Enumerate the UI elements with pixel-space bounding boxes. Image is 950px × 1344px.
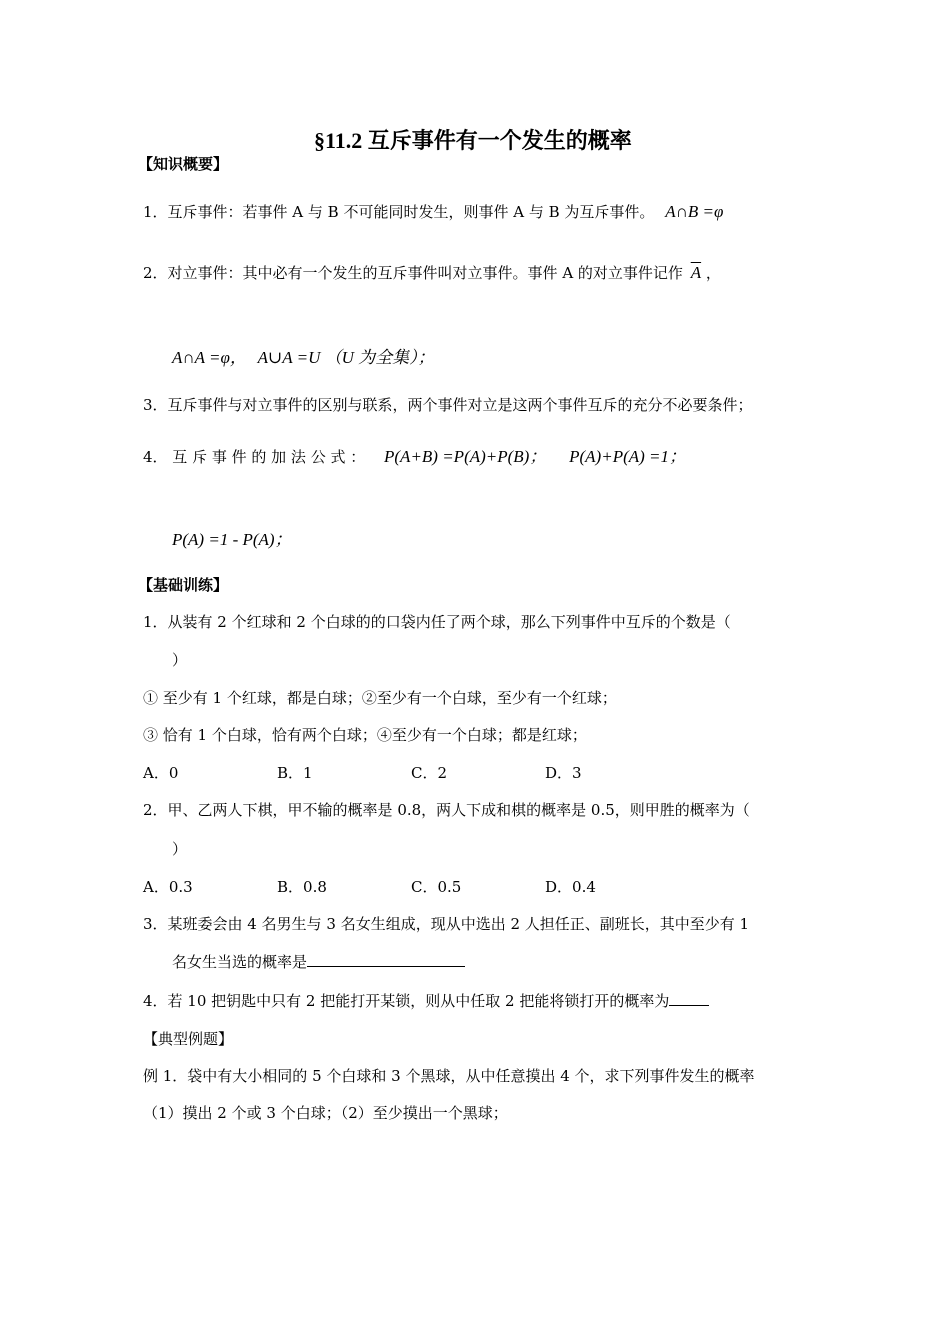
question-4 (143, 990, 709, 1011)
knowledge-item-4-formula-line (172, 525, 292, 550)
question-1-option-c: C．2 (411, 764, 448, 782)
example-1-parts: （1）摸出 2 个或 3 个白球；（2）至少摸出一个黑球； (143, 1104, 508, 1122)
question-3-continued (172, 951, 465, 972)
question-1-option-d: D．3 (545, 764, 582, 782)
knowledge-item-4-text: 4． 互 斥 事 件 的 加 法 公 式 ： (143, 448, 366, 466)
formula-complement-probability: P(A) =1 - P(A)； (172, 530, 292, 549)
question-2-close: ） (172, 840, 188, 858)
question-3: 3．某班委会由 4 名男生与 3 名女生组成，现从中选出 2 人担任正、副班长，其中至少有 1 (143, 915, 750, 933)
question-1-option-b: B．1 (277, 764, 313, 782)
question-2-option-c: C．0.5 (411, 878, 462, 896)
section-basic-heading: 【基础训练】 (138, 576, 229, 594)
knowledge-item-2-end: ， (705, 264, 721, 282)
question-1-statement-2: ③ 恰有 1 个白球，恰有两个白球；④至少有一个白球；都是红球； (143, 726, 587, 744)
formula-complement-intersection: A∩A =φ， (172, 348, 247, 367)
question-2-option-a: A．0.3 (143, 878, 193, 896)
question-2-option-d: D．0.4 (545, 878, 596, 896)
question-2: 2．甲、乙两人下棋，甲不输的概率是 0.8，两人下成和棋的概率是 0.5，则甲胜的概率为（ (143, 801, 750, 819)
question-3-continued-text: 名女生当选的概率是 (172, 953, 308, 971)
knowledge-item-2-text: 2．对立事件：其中必有一个发生的互斥事件叫对立事件。事件 A 的对立事件记作 (143, 264, 683, 282)
knowledge-item-2 (143, 262, 721, 283)
formula-addition-rule: P(A+B) =P(A)+P(B)； (384, 447, 547, 466)
formula-complement-sum: P(A)+P(A) =1； (569, 447, 686, 466)
page-title: §11.2 互斥事件有一个发生的概率 (314, 128, 632, 153)
knowledge-item-4 (143, 442, 686, 467)
question-1: 1．从装有 2 个红球和 2 个白球的的口袋内任了两个球，那么下列事件中互斥的个数是（ (143, 613, 731, 631)
question-3-answer-blank (307, 952, 465, 967)
knowledge-item-3: 3．互斥事件与对立事件的区别与联系，两个事件对立是这两个事件互斥的充分不必要条件； (143, 396, 753, 414)
question-1-option-a: A．0 (143, 764, 179, 782)
section-examples-heading: 【典型例题】 (143, 1030, 234, 1048)
question-2-option-b: B．0.8 (277, 878, 327, 896)
formula-complement-union: A∪A =U （U 为全集）； (257, 348, 435, 367)
formula-intersection-empty: A∩B =φ (665, 202, 724, 221)
knowledge-item-1-text: 1．互斥事件：若事件 A 与 B 不可能同时发生，则事件 A 与 B 为互斥事件。 (143, 203, 655, 221)
question-1-close: ） (172, 651, 188, 669)
question-4-answer-blank (669, 991, 709, 1006)
question-4-text: 4．若 10 把钥匙中只有 2 把能打开某锁，则从中任取 2 把能将锁打开的概率为 (143, 992, 670, 1010)
example-1: 例 1．袋中有大小相同的 5 个白球和 3 个黑球，从中任意摸出 4 个，求下列事件发生的概率 (143, 1067, 755, 1085)
knowledge-item-2-formulas (172, 343, 435, 368)
complement-symbol: $\overline{A}$ (690, 263, 702, 282)
question-1-statement-1: ① 至少有 1 个红球，都是白球；②至少有一个白球，至少有一个红球； (143, 689, 617, 707)
knowledge-item-1 (143, 201, 723, 222)
section-knowledge-heading: 【知识概要】 (138, 155, 229, 173)
